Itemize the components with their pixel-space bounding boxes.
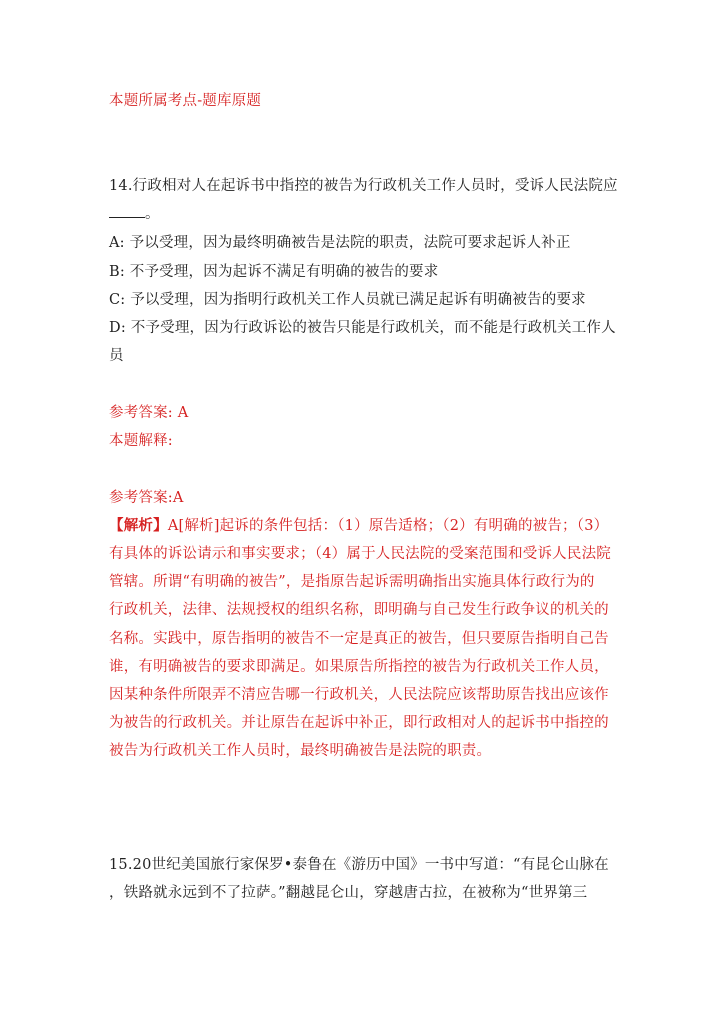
analysis-line-5: 名称。实践中，原告指明的被告不一定是真正的被告，但只要原告指明自己告 — [109, 631, 609, 647]
analysis-line-7: 因某种条件所限弄不清应告哪一行政机关，人民法院应该帮助原告找出应该作 — [109, 687, 609, 703]
question-stem-cont: 。 — [109, 204, 160, 224]
option-d: D: 不予受理，因为行政诉讼的被告只能是行政机关，而不能是行政机关工作人 — [109, 320, 616, 336]
analysis-line-2: 有具体的诉讼请示和事实要求；（4）属于人民法院的受案范围和受诉人民法院 — [109, 546, 611, 562]
analysis-line-4: 行政机关，法律、法规授权的组织名称，即明确与自己发生行政争议的机关的 — [109, 602, 609, 618]
section-label: 本题所属考点-题库原题 — [109, 93, 262, 109]
option-d-cont: 员 — [109, 348, 124, 364]
analysis-tag: 【解析】 — [109, 517, 168, 534]
analysis-line-3: 管辖。所谓“有明确的被告”，是指原告起诉需明确指出实施具体行政行为的 — [109, 574, 595, 590]
analysis-line-9: 被告为行政机关工作人员时，最终明确被告是法院的职责。 — [109, 743, 492, 759]
question-stem-cont: ，铁路就永远到不了拉萨。”翻越昆仑山，穿越唐古拉，在被称为“世界第三 — [109, 885, 588, 901]
answer-blank — [109, 205, 145, 218]
option-c: C: 予以受理，因为指明行政机关工作人员就已满足起诉有明确被告的要求 — [109, 292, 586, 308]
answer-label-2: 参考答案:A — [109, 490, 184, 506]
analysis-line-8: 为被告的行政机关。并让原告在起诉中补正，即行政相对人的起诉书中指控的 — [109, 715, 609, 731]
option-b: B: 不予受理，因为起诉不满足有明确的被告的要求 — [109, 264, 439, 280]
question-stem: 15.20世纪美国旅行家保罗•泰鲁在《游历中国》一书中写道：“有昆仑山脉在 — [109, 857, 609, 873]
analysis-line-1: 【解析】A[解析]起诉的条件包括：（1）原告适格；（2）有明确的被告；（3） — [109, 517, 609, 534]
analysis-line-6: 谁，有明确被告的要求即满足。如果原告所指控的被告为行政机关工作人员， — [109, 659, 609, 675]
explain-label: 本题解释: — [109, 433, 173, 449]
question-stem: 14.行政相对人在起诉书中指控的被告为行政机关工作人员时，受诉人民法院应 — [109, 178, 618, 194]
answer-label: 参考答案: A — [109, 405, 189, 421]
option-a: A: 予以受理，因为最终明确被告是法院的职责，法院可要求起诉人补正 — [109, 235, 571, 251]
